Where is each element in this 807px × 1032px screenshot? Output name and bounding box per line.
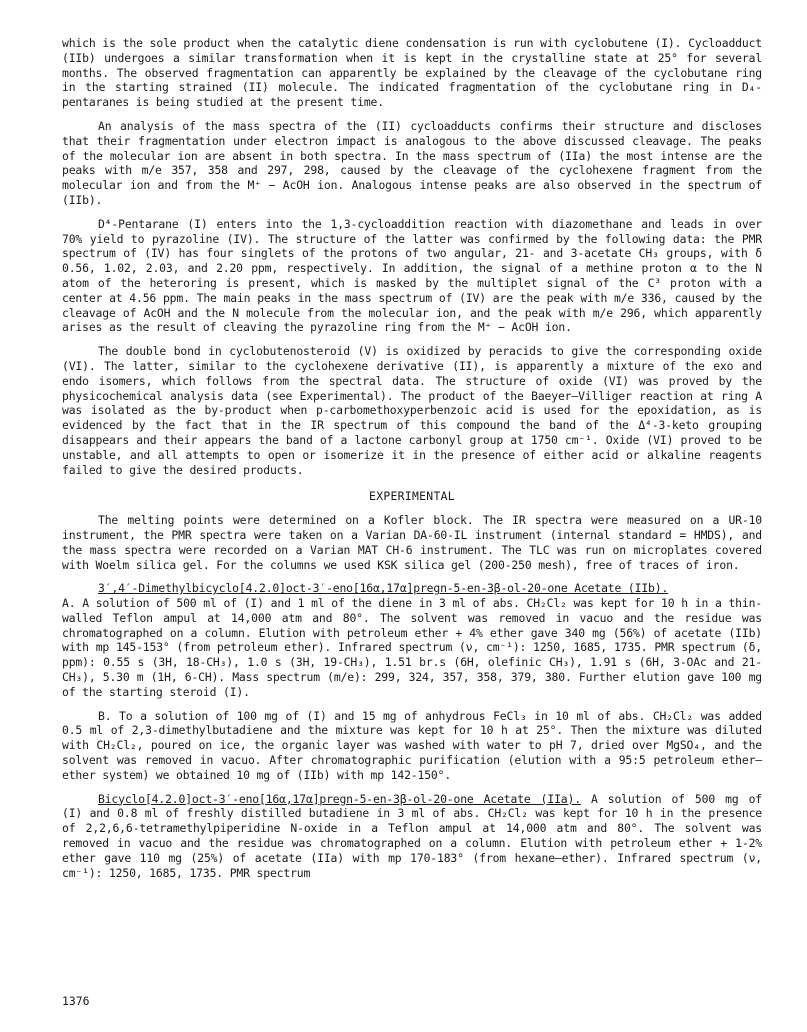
compound-IIa-paragraph	[62, 792, 762, 881]
page-body	[62, 36, 762, 889]
compound-IIb-part-a: A. A solution of 500 ml of (I) and 1 ml of the diene in 3 ml of abs. CH₂Cl₂ was kept for 10 h in a thin-walled Teflon ampul at 14,000 atm and 80°. The solvent was removed in vacuo and the residue was chromatographed on a column. Elution with petroleum ether + 4% ether gave 340 mg (56%) of acetate (IIb) with mp 145-153° (from petroleum ether). Infrared spectrum (ν, cm⁻¹): 1250, 1685, 1735. PMR spectrum (δ, ppm): 0.55 s (3H, 18-CH₃), 1.0 s (3H, 19-CH₃), 1.51 br.s (6H, olefinic CH₃), 1.91 s (6H, 3-OAc and 21-CH₃), 5.30 m (1H, 6-CH). Mass spectrum (m/e): 299, 324, 357, 358, 379, 380. Further elution gave 100 mg of the starting steroid (I).	[62, 596, 762, 699]
compound-IIa-body: A solution of 500 mg of (I) and 0.8 ml of freshly distilled butadiene in 3 ml of abs. CH₂Cl₂ was kept for 10 h in the presence of 2,2,6,6-tetramethylpiperidine N-oxide in a Teflon ampul at 14,000 atm and 80°. The solvent was removed in vacuo and the residue was chromatographed on a column. Elution with petroleum ether + 1-2% ether gave 110 mg (25%) of acetate (IIa) with mp 170-183° (from hexane–ether). Infrared spectrum (ν, cm⁻¹): 1250, 1685, 1735. PMR spectrum	[62, 791, 762, 880]
paragraph-1: which is the sole product when the catalytic diene condensation is run with cyclobutene (I). Cycloadduct (IIb) undergoes a similar transformation when it is kept in the crystalline state at 25° for several months. The observed fragmentation can apparently be explained by the cleavage of the cyclobutane ring in the starting strained (II) molecule. The indicated fragmentation of the cyclobutane ring in D₄-pentaranes is being studied at the present time.	[62, 36, 762, 110]
compound-IIb-part-b: B. To a solution of 100 mg of (I) and 15 mg of anhydrous FeCl₃ in 10 ml of abs. CH₂Cl₂ was added 0.5 ml of 2,3-dimethylbutadiene and the mixture was kept for 10 h at 25°. Then the mixture was diluted with CH₂Cl₂, poured on ice, the organic layer was washed with water to pH 7, dried over MgSO₄, and the solvent was removed in vacuo. After chromatographic purification (elution with a 95:5 petroleum ether–ether system) we obtained 10 mg of (IIb) with mp 142-150°.	[62, 708, 762, 782]
paragraph-4: The double bond in cyclobutenosteroid (V) is oxidized by peracids to give the corresponding oxide (VI). The latter, similar to the cyclohexene derivative (II), is apparently a mixture of the exo and endo isomers, which follows from the spectral data. The structure of oxide (VI) was proved by the physicochemical analysis data (see Experimental). The product of the Baeyer–Villiger reaction at ring A was isolated as the by-product when p-carbomethoxyperbenzoic acid is used for the epoxidation, as is evidenced by the fact that in the IR spectrum of this compound the band of the Δ⁴-3-keto grouping disappears and their appears the band of a lactone carbonyl group at 1750 cm⁻¹. Oxide (VI) proved to be unstable, and all attempts to open or isomerize it in the presence of either acid or alkaline reagents failed to give the desired products.	[62, 344, 762, 477]
compound-IIa-title: Bicyclo[4.2.0]oct-3′-eno[16α,17α]pregn-5-en-3β-ol-20-one Acetate (IIa).	[98, 791, 581, 806]
paragraph-3: D⁴-Pentarane (I) enters into the 1,3-cycloaddition reaction with diazomethane and leads in over 70% yield to pyrazoline (IV). The structure of the latter was confirmed by the following data: the PMR spectrum of (IV) has four singlets of the protons of two angular, 21- and 3-acetate CH₃ groups, with δ 0.56, 1.02, 2.03, and 2.20 ppm, respectively. In addition, the signal of a methine proton α to the N atom of the heteroring is present, which is masked by the multiplet signal of the C³ proton with a center at 4.56 ppm. The main peaks in the mass spectrum of (IV) are the peak with m/e 336, caused by the cleavage of AcOH and the N molecule from the molecular ion, and the peak with m/e 296, which apparently arises as the result of cleaving the pyrazoline ring from the M⁺ − AcOH ion.	[62, 216, 762, 335]
compound-IIb-title-paragraph	[62, 581, 762, 596]
page-number: 1376	[62, 994, 90, 1008]
compound-IIb-title: 3′,4′-Dimethylbicyclo[4.2.0]oct-3′-eno[16α,17α]pregn-5-en-3β-ol-20-one Acetate (IIb).	[98, 581, 669, 596]
experimental-intro: The melting points were determined on a Kofler block. The IR spectra were measured on a UR-10 instrument, the PMR spectra were taken on a Varian DA-60-IL instrument (internal standard = HMDS), and the mass spectra were recorded on a Varian MAT CH-6 instrument. The TLC was run on microplates covered with Woelm silica gel. For the columns we used KSK silica gel (200-250 mesh), free of traces of iron.	[62, 513, 762, 572]
experimental-heading: EXPERIMENTAL	[369, 489, 455, 504]
paragraph-2: An analysis of the mass spectra of the (II) cycloadducts confirms their structure and discloses that their fragmentation under electron impact is analogous to the above discussed cleavage. The peaks of the molecular ion are absent in both spectra. In the mass spectrum of (IIa) the most intense are the peaks with m/e 357, 358 and 297, 298, caused by the cleavage of the cyclohexene fragment from the molecular ion and from the M⁺ − AcOH ion. Analogous intense peaks are also observed in the spectrum of (IIb).	[62, 118, 762, 207]
